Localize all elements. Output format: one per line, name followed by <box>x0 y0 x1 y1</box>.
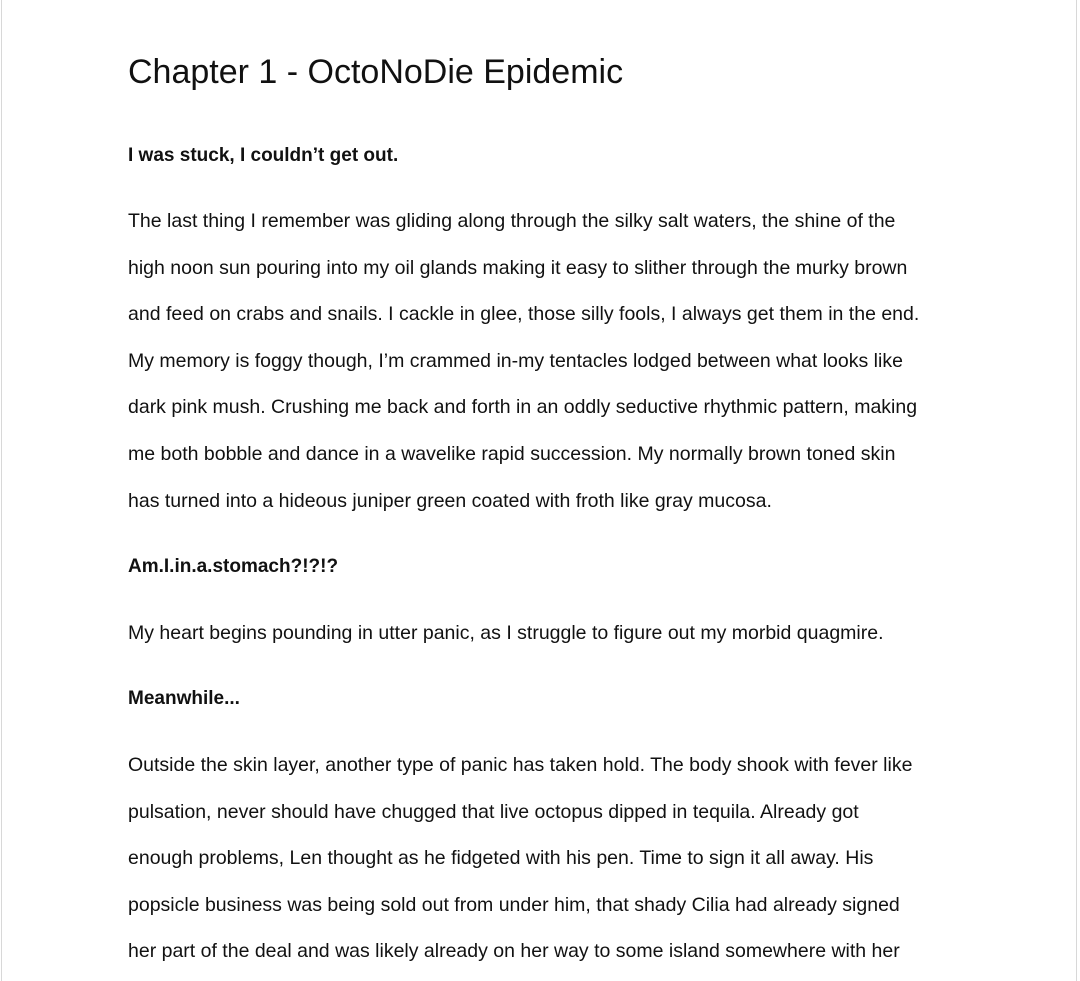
paragraph-line: The last thing I remember was gliding along through the silky salt waters, the shine of the <box>128 210 896 232</box>
paragraph-line: has turned into a hideous juniper green coated with froth like gray mucosa. <box>128 489 772 512</box>
paragraph-line: My heart begins pounding in utter panic, as I struggle to figure out my morbid quagmire. <box>128 622 884 644</box>
paragraph-line: me both bobble and dance in a wavelike rapid succession. My normally brown toned skin <box>128 442 896 465</box>
paragraph-line: popsicle business was being sold out from under him, that shady Cilia had already signed <box>128 893 900 916</box>
paragraph-line: pulsation, never should have chugged that live octopus dipped in tequila. Already got <box>128 800 859 823</box>
bold-heading-meanwhile: Meanwhile... <box>128 688 240 709</box>
paragraph-line: enough problems, Len thought as he fidgeted with his pen. Time to sign it all away. His <box>128 847 874 870</box>
bold-heading-stomach: Am.I.in.a.stomach?!?!? <box>128 556 339 577</box>
paragraph-memory <box>128 209 919 535</box>
paragraph-outside <box>128 753 912 981</box>
paragraph-line: Outside the skin layer, another type of panic has taken hold. The body shook with fever like <box>128 754 913 776</box>
paragraph-line: dark pink mush. Crushing me back and forth in an oddly seductive rhythmic pattern, making <box>128 396 918 419</box>
chapter-title: Chapter 1 - OctoNoDie Epidemic <box>128 53 624 91</box>
paragraph-line: high noon sun pouring into my oil glands making it easy to slither through the murky brown <box>128 256 908 279</box>
bold-heading-stuck: I was stuck, I couldn’t get out. <box>128 145 399 166</box>
document-page <box>1 0 1077 981</box>
paragraph-line: her part of the deal and was likely already on her way to some island somewhere with her <box>128 940 900 963</box>
paragraph-line: and feed on crabs and snails. I cackle in glee, those silly fools, I always get them in the end. <box>128 303 920 326</box>
paragraph-line: My memory is foggy though, I’m crammed in-my tentacles lodged between what looks like <box>128 349 903 372</box>
paragraph-panic <box>128 621 884 668</box>
